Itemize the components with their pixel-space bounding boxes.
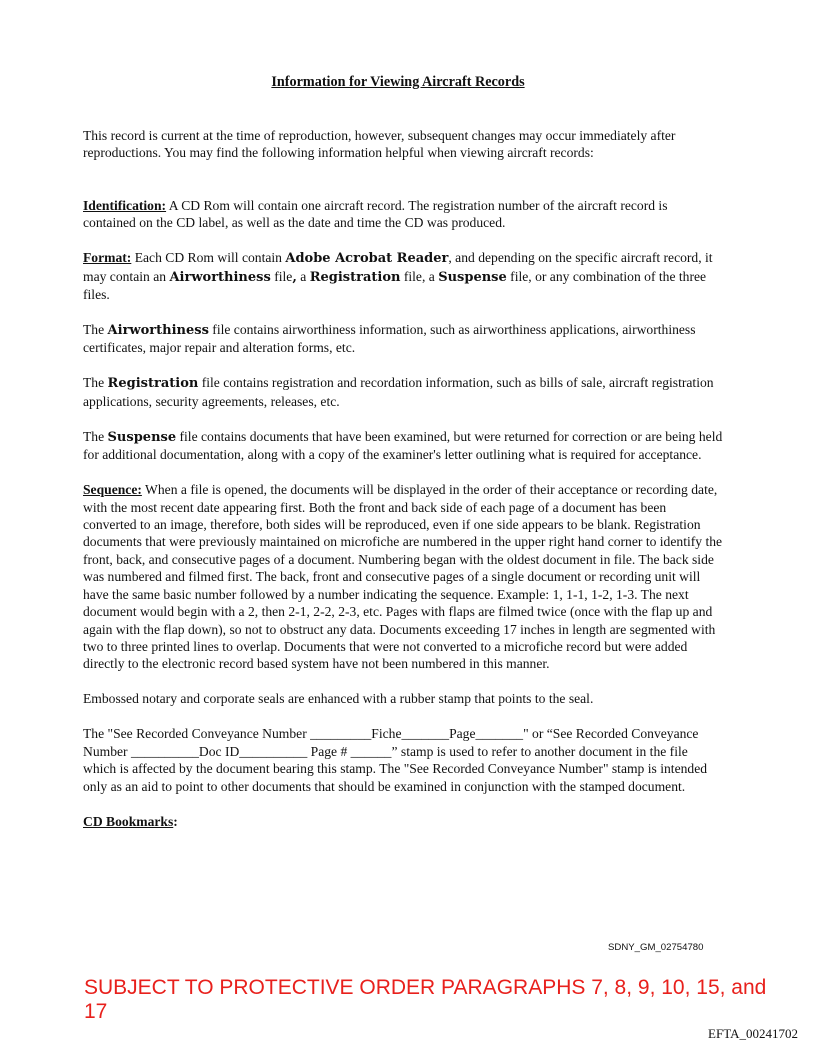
sequence-paragraph — [83, 481, 723, 672]
format-bold-airworthiness: Airworthiness — [169, 269, 271, 285]
bookmarks-label: CD Bookmarks — [83, 813, 174, 829]
format-label: Format: — [83, 250, 132, 266]
sequence-text: When a file is opened, the documents will be displayed in the order of their acceptance or recording date, with the most recent date appearing first. Both the front and back side of each page of a document has been converted to an image, therefore, both sides will be reproduced, even if one side appears to be blank. Registration documents that were previously maintained on microfiche are numbered in the upper right hand corner to identify the front, back, and consecutive pages of a document. Numbering began with the oldest document in file. The back side was numbered and filmed first. The back, front and consecutive pages of a single document or recording unit will have the same basic number followed by a number indicating the sequence. Example: 1, 1-1, 1-2, 1-3. The next document would begin with a 2, then 2-1, 2-2, 2-3, etc. Pages with flaps are filmed twice (once with the flap up and again with the flap down), so not to obstruct any data. Documents exceeding 17 inches in length are segmented with two to three printed lines to overlap. Documents that were not converted to a microfiche record but were added directly to the electronic record based system have not been numbered in this manner. — [83, 482, 723, 672]
registration-paragraph — [83, 374, 723, 410]
protective-order-banner: SUBJECT TO PROTECTIVE ORDER PARAGRAPHS 7, 8, 9, 10, 15, and 17 — [84, 976, 767, 1023]
suspense-text: file contains documents that have been examined, but were returned for correction or are being held for additional documentation, along with a copy of the examiner's letter outlining what is required for acceptance. — [83, 428, 723, 463]
format-paragraph — [83, 249, 723, 303]
format-text-3: file — [270, 268, 293, 284]
bates-number: SDNY_GM_02754780 — [608, 942, 704, 953]
suspense-pre: The — [83, 428, 108, 444]
efta-number: EFTA_00241702 — [708, 1026, 798, 1041]
sequence-label: Sequence: — [83, 482, 142, 498]
page-title: Information for Viewing Aircraft Records — [271, 74, 525, 90]
intro-paragraph: This record is current at the time of reproduction, however, subsequent changes may occur immediately after reproductions. You may find the following information helpful when viewing aircraft records: — [83, 128, 676, 161]
registration-text: file contains registration and recordation information, such as bills of sale, aircraft registration applications, security agreements, releases, etc. — [83, 375, 714, 409]
format-text-1: Each CD Rom will contain — [131, 250, 286, 266]
format-text-5: file, a — [400, 268, 439, 284]
document-body — [83, 127, 723, 848]
airworthiness-text: file contains airworthiness information, such as airworthiness applications, airworthiness certificates, major repair and alteration forms, etc. — [83, 322, 696, 356]
format-text-4: a — [296, 268, 310, 284]
embossed-paragraph: Embossed notary and corporate seals are enhanced with a rubber stamp that points to the seal. — [83, 691, 594, 707]
bookmarks-colon: : — [173, 813, 178, 829]
format-bold-acrobat: Adobe Acrobat Reader — [285, 251, 449, 267]
identification-label: Identification: — [83, 197, 167, 213]
suspense-bold: Suspense — [107, 429, 177, 445]
airworthiness-pre: The — [83, 322, 108, 338]
format-bold-suspense: Suspense — [438, 269, 507, 285]
format-bold-registration: Registration — [309, 269, 401, 285]
registration-bold: Registration — [107, 376, 199, 392]
conveyance-paragraph: The "See Recorded Conveyance Number _________Fiche_______Page_______" or “See Recorded Conveyance Number __________Doc ID__________ Page # ______” stamp is used to refer to another document in the file which is affected by the document bearing this stamp. The "See Recorded Conveyance Number" stamp is intended only as an aid to point to other documents that should be examined in conjunction with the stamped document. — [83, 726, 708, 794]
airworthiness-bold: Airworthiness — [107, 323, 209, 339]
identification-text: A CD Rom will contain one aircraft record. The registration number of the aircraft record is contained on the CD label, as well as the date and time the CD was produced. — [83, 197, 668, 231]
bookmarks-heading — [83, 813, 723, 830]
registration-pre: The — [83, 375, 108, 391]
suspense-paragraph — [83, 428, 723, 464]
airworthiness-paragraph — [83, 321, 723, 357]
format-bold-comma: , — [292, 269, 297, 285]
format-text-2: , and depending on the specific aircraft record, it may contain an — [83, 250, 713, 284]
format-text-6: file, or any combination of the three files. — [83, 268, 707, 303]
identification-paragraph — [83, 197, 723, 232]
